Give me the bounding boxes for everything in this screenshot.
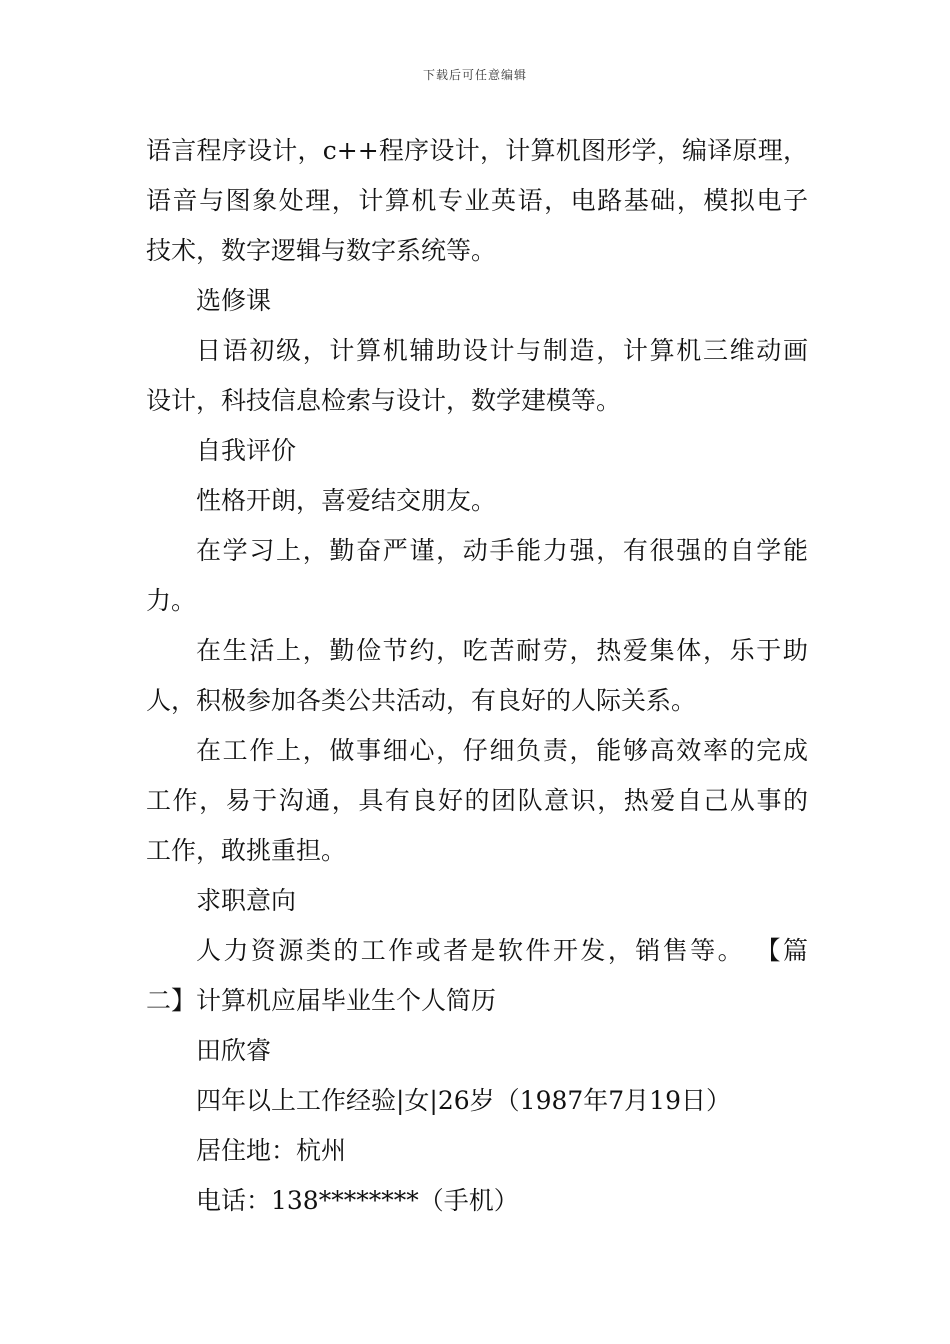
- text-line: 工作，易于沟通，具有良好的团队意识，热爱自己从事的: [146, 786, 808, 815]
- text-line: 人力资源类的工作或者是软件开发，销售等。 【篇: [196, 936, 808, 965]
- section-heading: 自我评价: [196, 436, 297, 465]
- text-line: 技术，数字逻辑与数字系统等。: [146, 236, 497, 265]
- resume-name: 田欣睿: [196, 1036, 272, 1065]
- text-line: 人，积极参加各类公共活动，有良好的人际关系。: [146, 686, 697, 715]
- resume-phone: 电话：138********（手机）: [196, 1186, 519, 1215]
- resume-residence: 居住地：杭州: [196, 1136, 347, 1165]
- text-line: 语音与图象处理，计算机专业英语，电路基础，模拟电子: [146, 186, 808, 215]
- section-heading: 求职意向: [196, 886, 297, 915]
- header-note: 下载后可任意编辑: [422, 68, 527, 82]
- document-body: [146, 126, 808, 1226]
- text-line: 语言程序设计，c++程序设计，计算机图形学，编译原理，: [146, 136, 808, 165]
- text-line: 二】计算机应届毕业生个人简历: [146, 986, 497, 1015]
- text-line: 在工作上，做事细心，仔细负责，能够高效率的完成: [196, 736, 808, 765]
- text-line: 在生活上，勤俭节约，吃苦耐劳，热爱集体，乐于助: [196, 636, 808, 665]
- resume-summary: 四年以上工作经验|女|26岁（1987年7月19日）: [196, 1086, 731, 1115]
- text-line: 性格开朗，喜爱结交朋友。: [196, 486, 497, 515]
- section-heading: 选修课: [196, 286, 272, 315]
- text-line: 工作，敢挑重担。: [146, 836, 347, 865]
- text-line: 在学习上，勤奋严谨，动手能力强，有很强的自学能: [196, 536, 808, 565]
- text-line: 日语初级，计算机辅助设计与制造，计算机三维动画: [196, 336, 808, 365]
- text-line: 设计，科技信息检索与设计，数学建模等。: [146, 386, 622, 415]
- text-line: 力。: [146, 586, 197, 615]
